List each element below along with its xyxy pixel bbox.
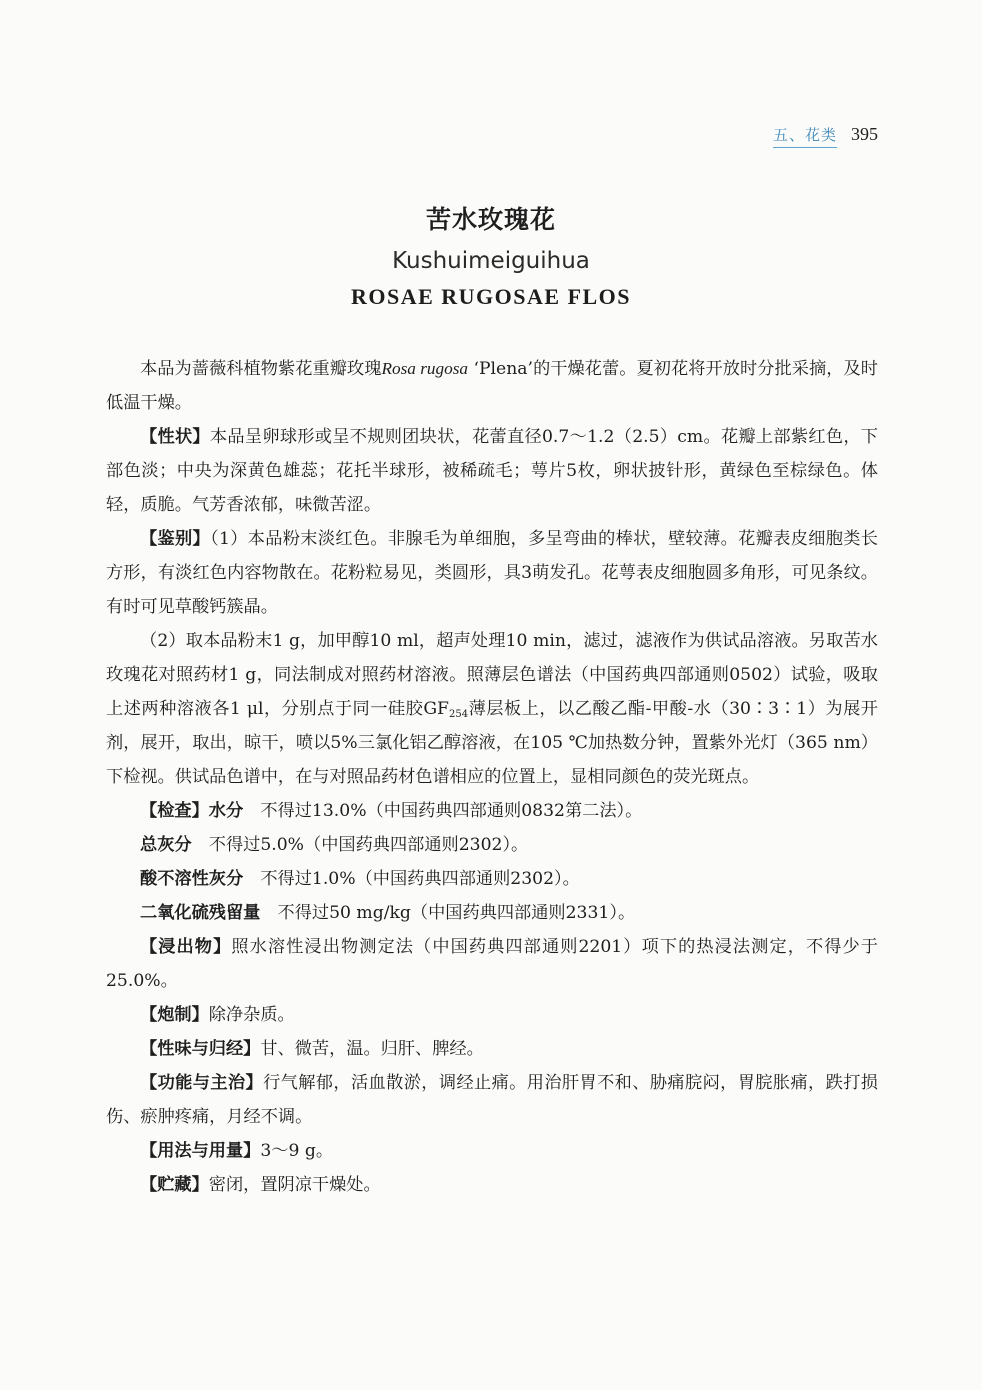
intro-text-post: ‘Plena’的干燥花蕾。夏初花将开放时分批采摘，及时低温干燥。	[106, 359, 878, 413]
section-name: 五、花类	[773, 124, 837, 148]
inspection-total-ash	[106, 828, 878, 862]
properties-paragraph	[106, 420, 878, 522]
nature-paragraph	[106, 1032, 878, 1066]
properties-text: 本品呈卵球形或呈不规则团块状，花蕾直径0.7～1.2（2.5）cm。花瓣上部紫红色，下部色淡；中央为深黄色雄蕊；花托半球形，被稀疏毛；萼片5枚，卵状披针形，黄绿色至棕绿色。体轻，质脆。气芳香浓郁，味微苦涩。	[106, 427, 878, 515]
processing-label: 【炮制】	[140, 1005, 209, 1025]
page-number: 395	[851, 124, 878, 144]
extract-text: 照水溶性浸出物测定法（中国药典四部通则2201）项下的热浸法测定，不得少于25.0%。	[106, 937, 878, 991]
moisture-label: 水分	[208, 801, 244, 821]
inspection-moisture	[106, 794, 878, 828]
processing-paragraph	[106, 998, 878, 1032]
properties-label: 【性状】	[140, 427, 210, 447]
extract-label: 【浸出物】	[140, 937, 232, 957]
acid-ash-label: 酸不溶性灰分	[140, 869, 244, 889]
processing-text: 除净杂质。	[208, 1005, 295, 1025]
identification-text-2b: 薄层板上，以乙酸乙酯-甲酸-水（30∶3∶1）为展开剂，展开，取出，晾干，喷以5%三氯化铝乙醇溶液，在105 ℃加热数分钟，置紫外光灯（365 nm）下检视。供试品色谱中，在与对照品药材色谱相应的位置上，显相同颜色的荧光斑点。	[106, 699, 878, 787]
acid-ash-text: 不得过1.0%（中国药典四部通则2302）。	[260, 869, 580, 889]
dosage-label: 【用法与用量】	[140, 1141, 261, 1161]
nature-label: 【性味与归经】	[140, 1039, 261, 1059]
intro-paragraph	[106, 352, 878, 420]
function-label: 【功能与主治】	[140, 1073, 264, 1093]
title-pinyin: Kushuimeiguihua	[392, 248, 590, 274]
inspection-so2	[106, 896, 878, 930]
extract-paragraph	[106, 930, 878, 998]
total-ash-text: 不得过5.0%（中国药典四部通则2302）。	[208, 835, 529, 855]
gf-subscript: 254	[448, 709, 469, 720]
storage-paragraph	[106, 1168, 878, 1202]
function-text: 行气解郁，活血散淤，调经止痛。用治肝胃不和、胁痛脘闷，胃脘胀痛，跌打损伤、瘀肿疼痛，月经不调。	[106, 1073, 878, 1127]
title-chinese: 苦水玫瑰花	[425, 205, 556, 234]
running-head	[773, 124, 878, 148]
identification-text-2a: （2）取本品粉末1 g，加甲醇10 ml，超声处理10 min，滤过，滤液作为供试品溶液。另取苦水玫瑰花对照药材1 g，同法制成对照药材溶液。照薄层色谱法（中国药典四部通则0502）试验，吸取上述两种溶液各1 μl，分别点于同一硅胶GF	[106, 631, 878, 719]
storage-label: 【贮藏】	[140, 1175, 209, 1195]
total-ash-label: 总灰分	[140, 835, 192, 855]
identification-paragraph-2	[106, 624, 878, 794]
dosage-text: 3～9 g。	[260, 1141, 334, 1161]
dosage-paragraph	[106, 1134, 878, 1168]
so2-label: 二氧化硫残留量	[140, 903, 261, 923]
storage-text: 密闭，置阴凉干燥处。	[208, 1175, 381, 1195]
inspection-acid-ash	[106, 862, 878, 896]
moisture-text: 不得过13.0%（中国药典四部通则0832第二法）。	[260, 801, 643, 821]
inspection-label: 【检查】	[140, 801, 209, 821]
so2-text: 不得过50 mg/kg（中国药典四部通则2331）。	[277, 903, 636, 923]
monograph-titles	[0, 200, 982, 310]
title-latin: ROSAE RUGOSAE FLOS	[350, 284, 632, 309]
nature-text: 甘、微苦，温。归肝、脾经。	[260, 1039, 484, 1059]
identification-paragraph-1	[106, 522, 878, 624]
identification-text-1: （1）本品粉末淡红色。非腺毛为单细胞，多呈弯曲的棒状，壁较薄。花瓣表皮细胞类长方形，有淡红色内容物散在。花粉粒易见，类圆形，具3萌发孔。花萼表皮细胞圆多角形，可见条纹。有时可见草酸钙簇晶。	[106, 529, 878, 617]
species-name: Rosa rugosa	[381, 359, 468, 378]
monograph-body	[106, 352, 878, 1202]
intro-text-pre: 本品为蔷薇科植物紫花重瓣玫瑰	[140, 359, 382, 379]
identification-label: 【鉴别】	[140, 529, 211, 549]
function-paragraph	[106, 1066, 878, 1134]
